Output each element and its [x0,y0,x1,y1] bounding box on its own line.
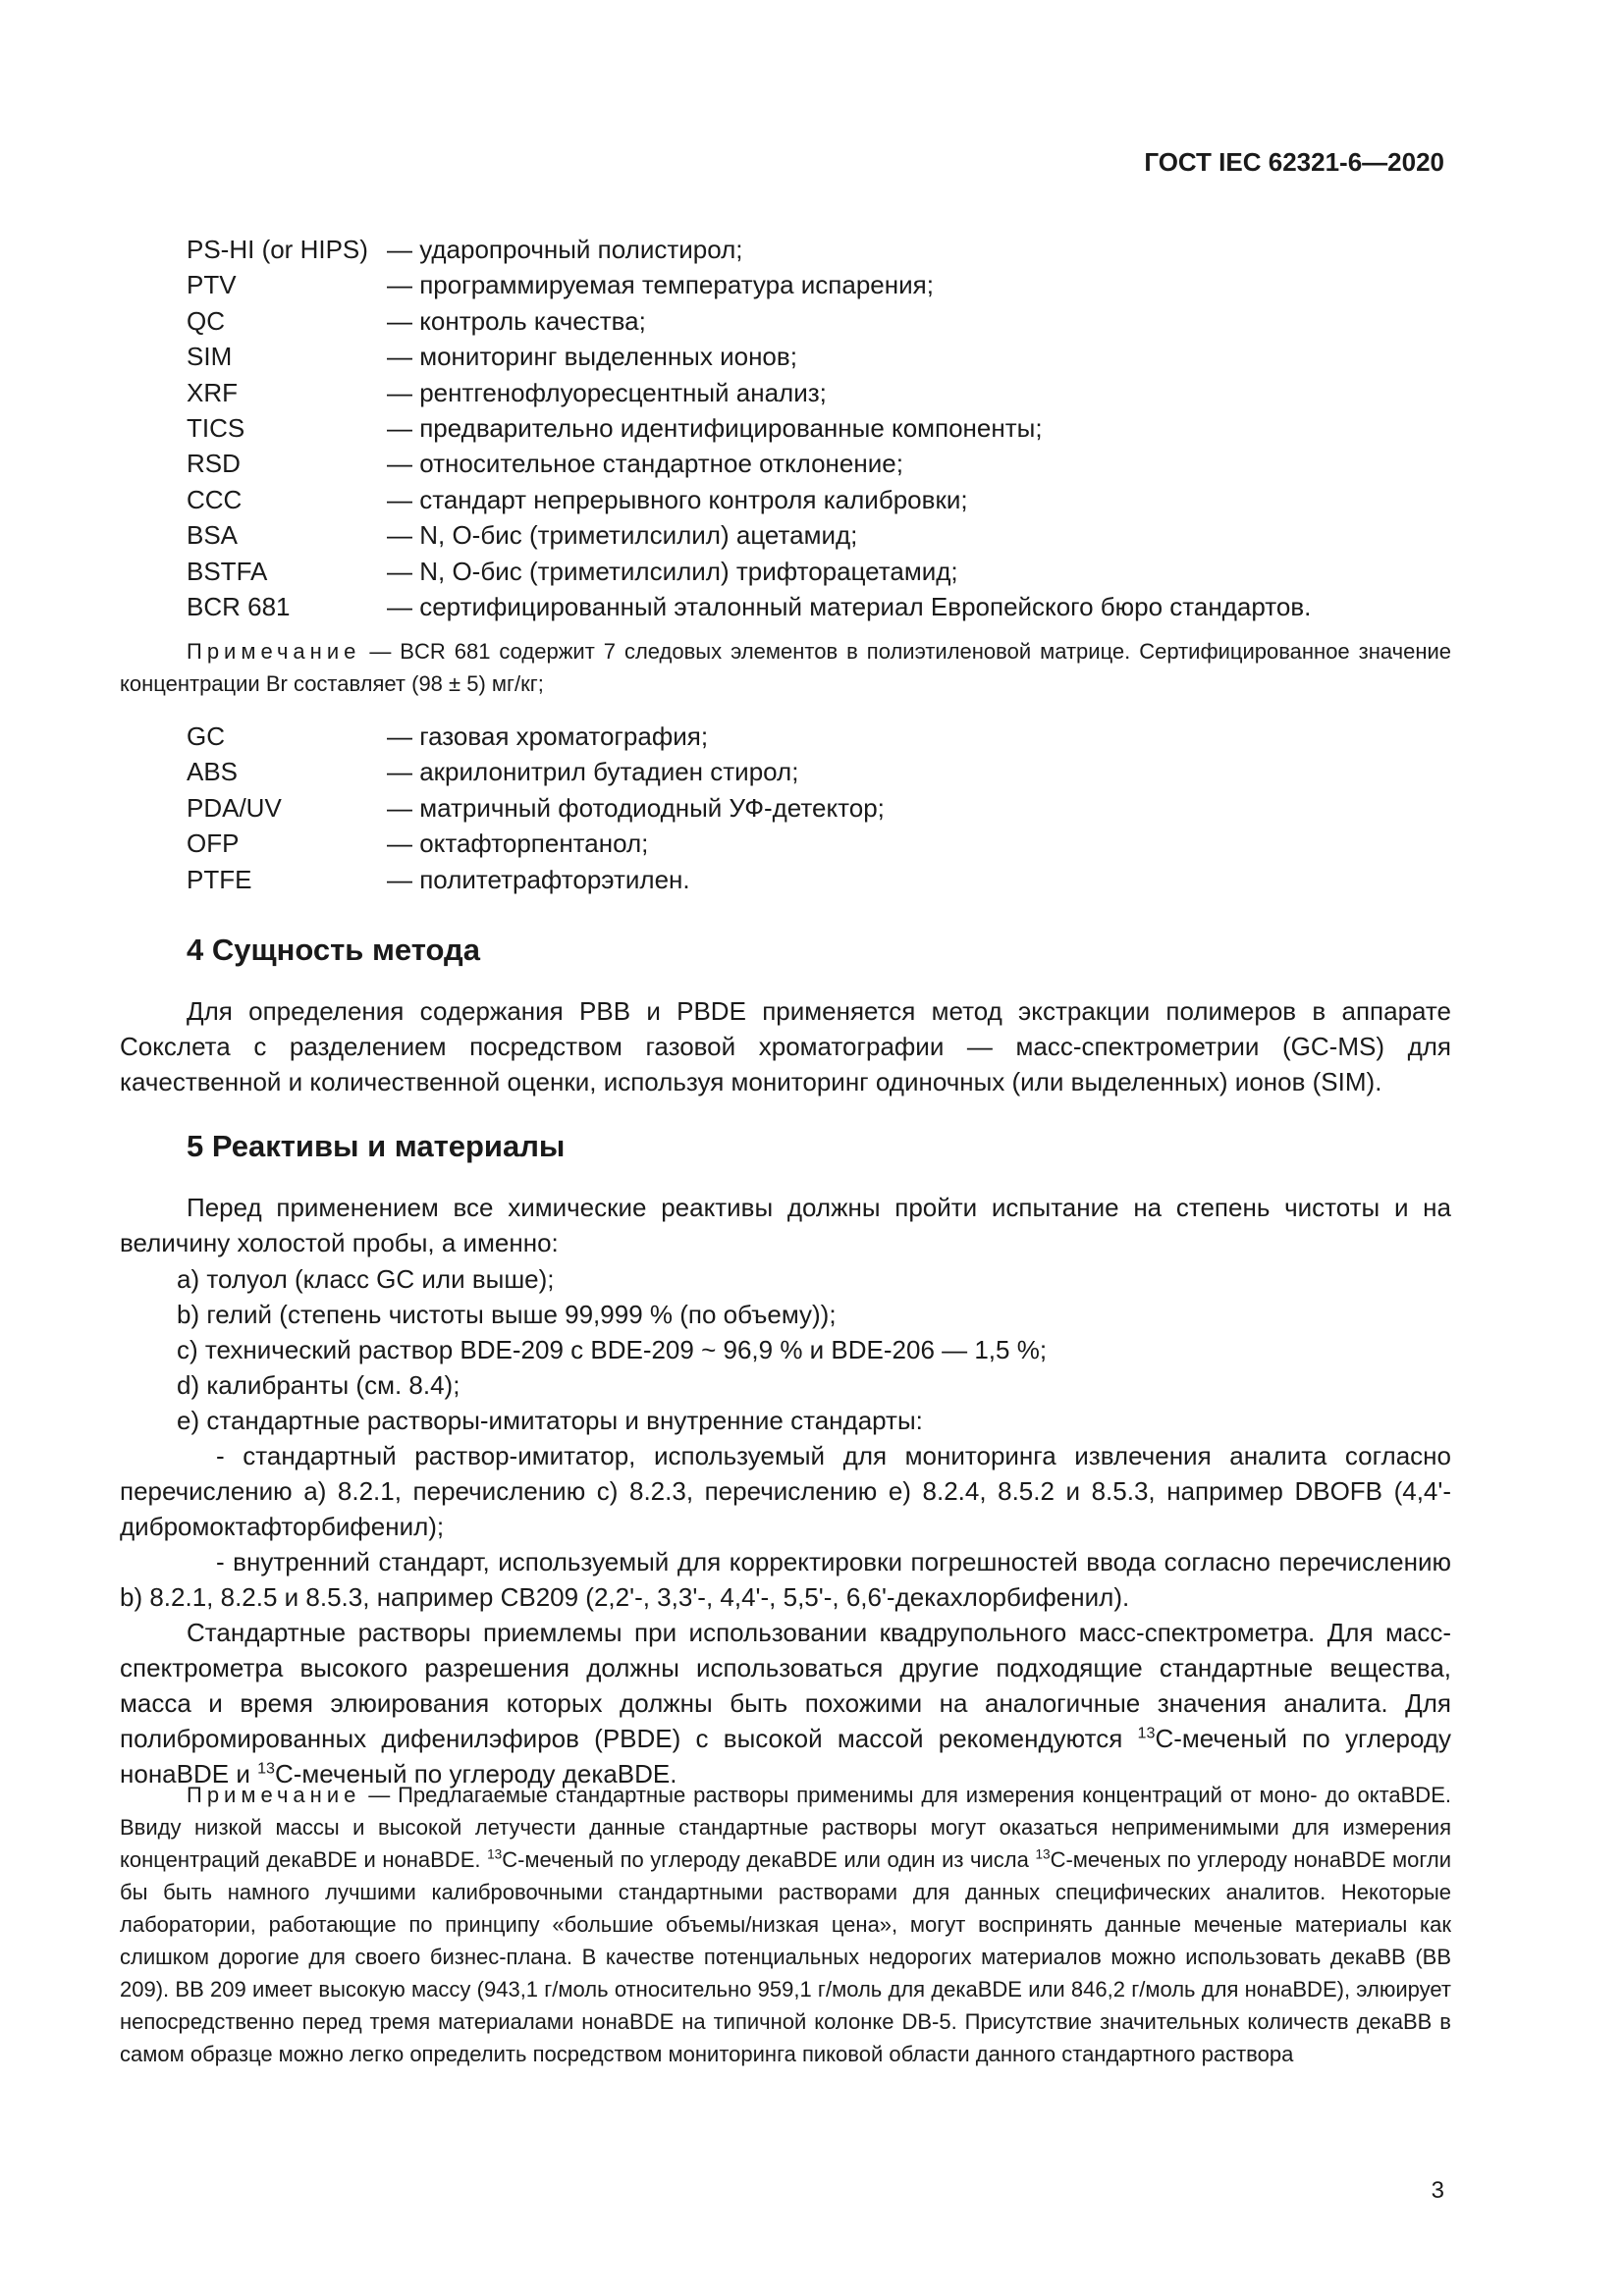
isotope-superscript: 13 [487,1846,503,1862]
abbreviation-list-2 [187,719,1453,897]
abbreviation-definition: — мониторинг выделенных ионов; [387,342,797,372]
abbreviation-row [187,826,1453,861]
abbreviation-term: BCR 681 [187,591,291,621]
document-code: ГОСТ IEC 62321-6—2020 [1144,147,1444,177]
abbreviation-definition: — контроль качества; [387,305,646,336]
abbreviation-term: BSTFA [187,556,268,586]
section-heading-5: 5 Реактивы и материалы [187,1129,566,1163]
abbreviation-definition: — газовая хроматография; [387,721,709,751]
abbreviation-definition: — N, O-бис (триметилсилил) ацетамид; [387,520,858,551]
abbreviation-row [187,446,1453,481]
abbreviation-definition: — рентгенофлуоресцентный анализ; [387,377,827,407]
abbreviation-list-1 [187,232,1453,624]
abbreviation-term: PTFE [187,864,252,894]
abbreviation-row [187,754,1453,789]
section-4-paragraph: Для определения содержания PBB и PBDE применяется метод экстракции полимеров в аппарате Сокслета с разделением посредством газовой хроматографии — масс-спектрометрии (GC-MS) для качественной и количественной оценки, используя мониторинг одиночных (или выделенных) ионов (SIM). [120,996,1451,1096]
note-label: Примечание [187,1783,361,1807]
abbreviation-definition: — ударопрочный полистирол; [387,235,743,264]
isotope-superscript: 13 [1035,1846,1051,1862]
abbreviation-term: XRF [187,377,238,407]
section-heading-4: 4 Сущность метода [187,933,480,967]
section-5-standards-paragraph [120,1615,1451,1791]
note-bcr681 [120,635,1451,700]
abbreviation-definition: — предварительно идентифицированные компоненты; [387,412,1043,443]
abbreviation-row [187,303,1453,339]
abbreviation-row [187,339,1453,374]
reagent-item-c: c) технический раствор BDE-209 с BDE-209 ~ 96,9 % и BDE-206 — 1,5 %; [177,1335,1048,1364]
reagent-item-e: e) стандартные растворы-имитаторы и внутренние стандарты: [177,1406,923,1435]
abbreviation-term: PDA/UV [187,792,282,823]
abbreviation-term: ABS [187,757,239,787]
reagent-item-d: d) калибранты (см. 8.4); [177,1370,460,1400]
sub-item-surrogate-standard: - стандартный раствор-имитатор, используемый для мониторинга извлечения аналита согласно перечислению a) 8.2.1, перечислению c) 8.2.3, перечислению e) 8.2.4, 8.5.2 и 8.5.3, например DBOFB (4,4'-дибромоктафторбифенил); [120,1441,1451,1541]
note-text-c: C-меченых по углероду нонаBDE могли бы быть намного лучшими калибровочными стандартными растворами для данных специфических аналитов. Некоторые лаборатории, работающие по принципу «большие объемы/низкая цена», могут воспринять данные меченые материалы как слишком дорогие для своего бизнес-плана. В качестве потенциальных недорогих материалов можно использовать декаBB (BB 209). BB 209 имеет высокую массу (943,1 г/моль относительно 959,1 г/моль для декаBDE или 846,2 г/моль для нонаBDE), элюирует непосредственно перед тремя материалами нонаBDE на типичной колонке DB-5. Присутствие значительных количеств декаBB в самом образце можно легко определить посредством мониторинга пиковой области данного стандартного раствора [120,1847,1451,2066]
section-5-intro: Перед применением все химические реактивы должны пройти испытание на степень чистоты и на величину холостой пробы, а именно: [120,1193,1451,1257]
standards-text-a: Стандартные растворы приемлемы при использовании квадрупольного масс-спектрометра. Для масс-спектрометра высокого разрешения должны использоваться другие подходящие стандартные вещества, масса и время элюирования которых должны быть похожими на аналогичные значения аналита. Для полибромированных дифенилэфиров (PBDE) с высокой массой рекомендуются [120,1618,1451,1753]
note-text-a: — Предлагаемые стандартные растворы применимы для измерения концентраций от моно- до октаBDE. Ввиду низкой массы и высокой летучести данные стандартные растворы могут оказаться неприменимыми для измерения концентраций декаBDE и нонаBDE. [120,1783,1451,1872]
abbreviation-term: GC [187,721,225,751]
abbreviation-definition: — N, O-бис (триметилсилил) трифторацетамид; [387,556,958,586]
abbreviation-row [187,517,1453,553]
isotope-superscript: 13 [257,1759,275,1778]
standards-text-b: C-меченый по углероду нонаBDE и [120,1724,1452,1789]
abbreviation-term: SIM [187,342,233,372]
abbreviation-term: TICS [187,412,245,443]
abbreviation-definition: — относительное стандартное отклонение; [387,449,903,479]
abbreviation-row [187,554,1453,589]
note-text-b: C-меченый по углероду декаBDE или один из числа [502,1847,1029,1872]
note-label: Примечание [187,639,361,664]
abbreviation-definition: — октафторпентанол; [387,828,649,859]
sub-item-internal-standard: - внутренний стандарт, используемый для корректировки погрешностей ввода согласно перечислению b) 8.2.1, 8.2.5 и 8.5.3, например CB209 (2,2'-, 3,3'-, 4,4'-, 5,5'-, 6,6'-декахлорбифенил). [120,1547,1451,1612]
abbreviation-definition: — матричный фотодиодный УФ-детектор; [387,792,885,823]
standards-text-c: C-меченый по углероду декаBDE. [275,1759,677,1789]
note-labeled-standards [120,1779,1451,2070]
abbreviation-term: OFP [187,828,240,859]
isotope-superscript: 13 [1137,1724,1156,1742]
abbreviation-definition: — программируемая температура испарения; [387,270,934,300]
reagent-item-b: b) гелий (степень чистоты выше 99,999 % (по объему)); [177,1300,837,1329]
abbreviation-definition: — стандарт непрерывного контроля калибровки; [387,484,968,514]
abbreviation-term: PTV [187,270,237,300]
abbreviation-row [187,719,1453,754]
abbreviation-term: RSD [187,449,241,479]
abbreviation-row [187,410,1453,446]
abbreviation-term: CCC [187,484,243,514]
abbreviation-row [187,482,1453,517]
reagent-item-a: a) толуол (класс GC или выше); [177,1264,555,1294]
abbreviation-definition: — акрилонитрил бутадиен стирол; [387,757,799,787]
page-number: 3 [1431,2177,1444,2204]
abbreviation-term: QC [187,305,225,336]
abbreviation-term: BSA [187,520,239,551]
abbreviation-row [187,862,1453,897]
abbreviation-row [187,589,1453,624]
abbreviation-definition: — сертифицированный эталонный материал Европейского бюро стандартов. [387,591,1312,621]
abbreviation-row [187,267,1453,302]
abbreviation-row [187,232,1453,267]
abbreviation-row [187,790,1453,826]
abbreviation-definition: — политетрафторэтилен. [387,864,690,894]
abbreviation-term: PS-HI (or HIPS) [187,235,368,264]
abbreviation-row [187,375,1453,410]
note-text: — BCR 681 содержит 7 следовых элементов в полиэтиленовой матрице. Сертифицированное значение концентрации Br составляет (98 ± 5) мг/кг; [120,639,1452,696]
